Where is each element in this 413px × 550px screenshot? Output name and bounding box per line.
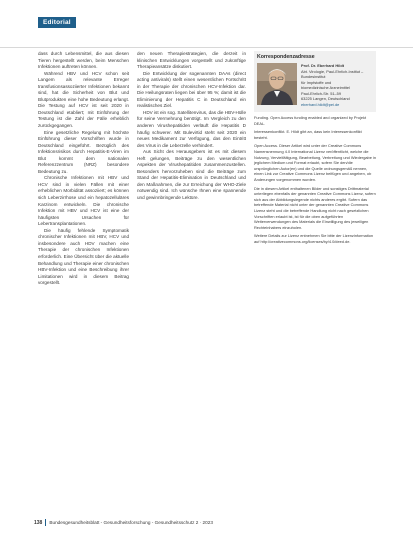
paragraph: den neuen Therapiestrategien, die derzeit in klinischen Entwicklungen vorgestellt und zukünftige Therapieansätze diskutiert. (137, 51, 246, 70)
sidebar-note: Die in diesem Artikel enthaltenen Bilder und sonstiges Drittmaterial unterliegen ebenfalls der genannten Creative Commons Lizenz, sofern sich aus der Abbildungslegende nichts anderes ergibt. Sofern das betreffende Material nicht unter der genannten Creative Commons Lizenz steht und die betreffende Handlung nicht nach gesetzlichen Vorschriften erlaubt ist, ist für die oben aufgeführten Weiterverwendungen des Materials die Einwilligung des jeweiligen Rechteinhabers einzuholen. (254, 185, 376, 230)
address-line: eberhard.hildt@pei.de (301, 101, 340, 107)
paragraph: Die häufig fehlende Symptomatik chronischer Infektionen mit HBV, HCV und insbesondere auch HDV machen eine Therapie der chronischen Infektionen erforderlich. Eine Übersicht über die aktuelle Behandlung und Therapie einer chronischen HBV-Infektion und eine Beschreibung ihrer Limitationen wird in diesem Beitrag vorgestellt. (38, 227, 129, 286)
sidebar-notes (254, 115, 376, 244)
journal-name: Bundesgesundheitsblatt - Gesundheitsforschung - Gesundheitsschutz 2 · 2023 (49, 520, 213, 525)
paragraph: Aus Sicht des Herausgebers ist es mit diesem Heft gelungen, Beiträge zu den wesentlichen Aspekten der Virushepatitiden zusammenzustellen. Besonders hervorzuheben sind die Beiträge zum Stand der Hepatitis-Elimination in Deutschland und den Maßnahmen, die zur Erreichung der WHO-Ziele notwendig sind. Ich wünsche Ihnen eine spannende und gewinnbringende Lektüre. (137, 149, 246, 201)
correspondence-title: Korrespondenzadresse (257, 54, 315, 60)
paragraph: dass durch Lebensmittel, die aus diesen Tieren hergestellt werden, beim Menschen Infektionen auftreten können. (38, 51, 129, 70)
paragraph: Während HBV und HCV schon seit Langem als relevante Erreger transfusionsassoziierter Infektionen bekannt sind, hat die Sicherheit von Blut und Blutprodukten eine hohe Bedeutung erlangt. Die Testung auf HCV ist seit 2020 in Deutschland etabliert; mit Einführung der Testung ist die Zahl der Fälle erheblich zurückgegangen. (38, 70, 129, 129)
paragraph: Die Entwicklung der sogenannten DAAs (direct acting antivirals) stellt einen wesentlichen Fortschritt in der Therapie der chronischen HCV-Infektion dar. Die Heilungsraten liegen bei über 95 %; damit ist die Eliminierung der Hepatitis C in Deutschland ein realistisches Ziel. (137, 70, 246, 109)
correspondence-address (301, 63, 373, 107)
paragraph: Eine gesetzliche Regelung mit höchste Einführung dieser Vorschriften wurde in Deutschland eingeführt. Bezüglich des Infektionsrisikos durch Hepatitis-E-Viren im Blut kommt dem nationalen Referenzzentrum (NRZ) besondere Bedeutung zu. (38, 129, 129, 174)
address-line: 63225 Langen, Deutschland (301, 96, 350, 101)
address-line: biomedizinische Arzneimittel (301, 85, 350, 90)
address-line: Abt. Virologie, Paul-Ehrlich-Institut – Bundesinstitut (301, 68, 364, 79)
paragraph: HDV ist ein sog. Satellitenvirus, das die HBV-Hülle für seine Vermehrung benötigt. Im Vergleich zu den anderen Virushepatitiden verläuft die Hepatitis D häufig schwerer. Mit Bulevirtid steht seit 2020 ein neues Medikament zur Verfügung, das den Eintritt des Virus in die Leberzelle verhindert. (137, 109, 246, 148)
address-line: für Impfstoffe und (301, 79, 332, 85)
sidebar-note: Weitere Details zur Lizenz entnehmen Sie bitte der Lizenzinformation auf http://creativecommons.org/licenses/by/4.0/deed.de. (254, 233, 374, 244)
paragraph: Chronische Infektionen mit HBV und HCV sind in vielen Fällen mit einer erheblichen Morbidität assoziiert; es können sich Leberzirrhose und ein hepatozelluläres Karzinom entwickeln. Die chronische Infektion mit HBV und HCV ist eine der häufigsten Ursachen für Lebertransplantationen. (38, 175, 129, 227)
address-line: Prof. Dr. Eberhard Hildt (301, 63, 345, 68)
sidebar (254, 51, 376, 247)
page-footer (34, 518, 213, 528)
correspondence-box (254, 51, 376, 112)
footer-divider (45, 519, 46, 526)
page-header (0, 0, 413, 48)
section-label: Editorial (38, 17, 76, 28)
sidebar-note: Open Access. Dieser Artikel wird unter der Creative Commons Namensnennung 4.0 International Lizenz veröffentlicht, welche die Nutzung, Vervielfältigung, Bearbeitung, Verbreitung und Wiedergabe in jeglichem Medium und Format erlaubt, sofern Sie den/die ursprünglichen Autor(en) und die Quelle ordnungsgemäß nennen, einen Link zur Creative Commons Lizenz beifügen und angeben, ob Änderungen vorgenommen wurden. (254, 143, 376, 182)
text-column-left (38, 51, 129, 515)
address-line: Paul-Ehrlich-Str. 51–59 (301, 90, 342, 96)
page-number: 138 (34, 520, 43, 526)
sidebar-note: Interessenkonflikt. E. Hildt gibt an, dass kein Interessenkonflikt besteht. (254, 129, 362, 140)
text-column-middle (137, 51, 246, 515)
author-photo (257, 63, 297, 105)
sidebar-note: Funding. Open Access funding enabled and organized by Projekt DEAL. (254, 115, 367, 126)
